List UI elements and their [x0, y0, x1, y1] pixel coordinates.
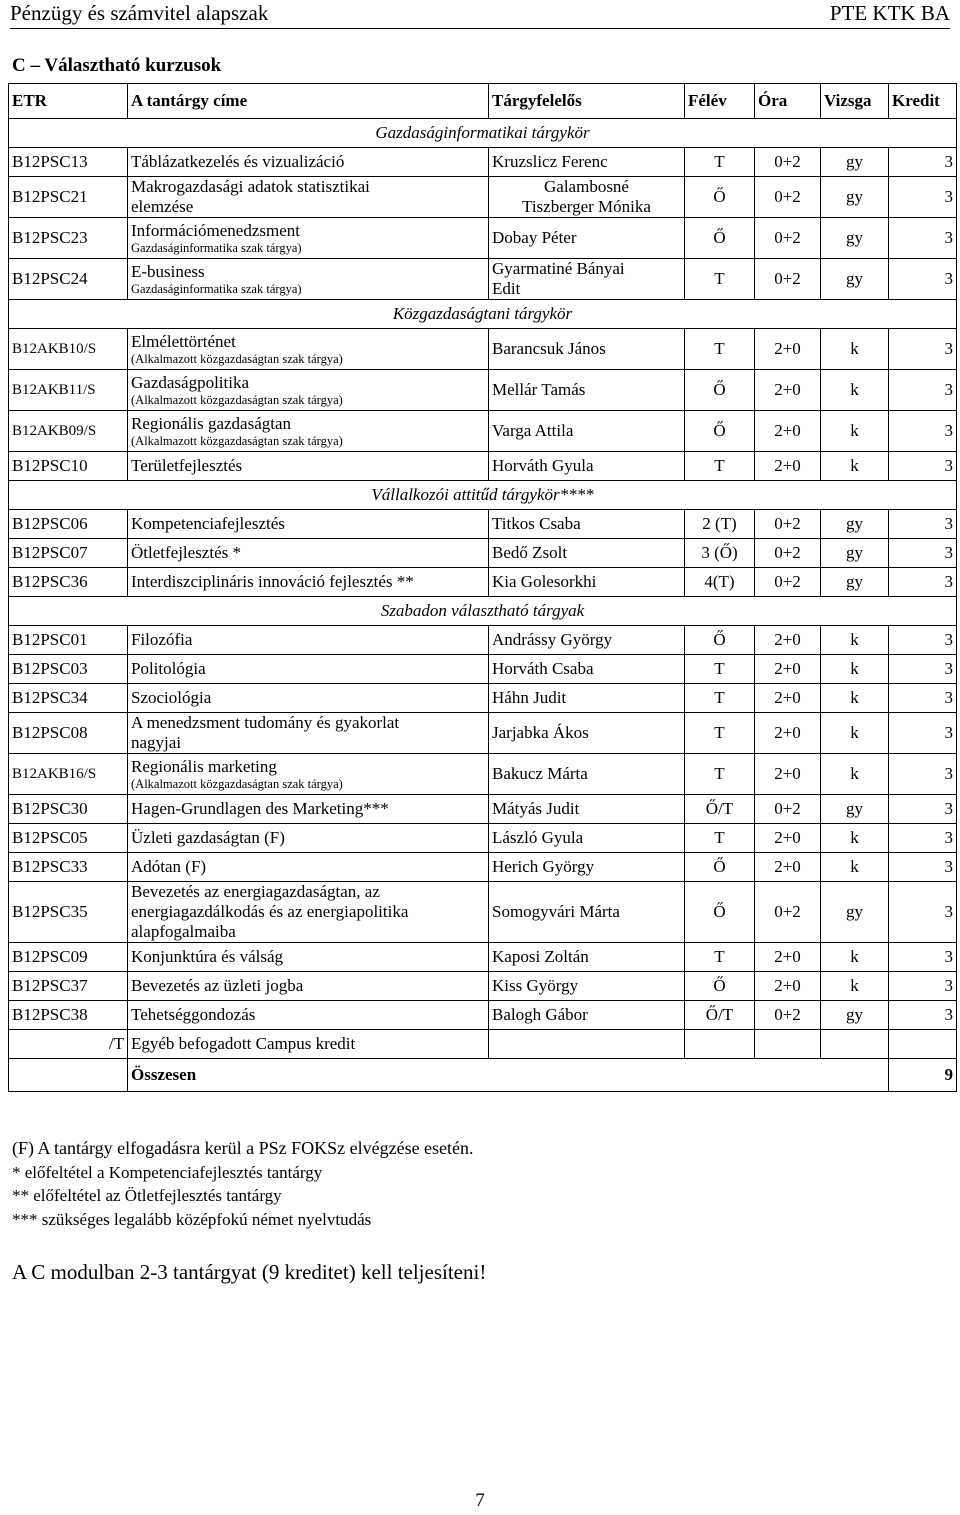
course-credit: 3: [889, 148, 957, 177]
course-credit: 3: [889, 370, 957, 411]
course-title-line: Üzleti gazdaságtan (F): [131, 828, 285, 847]
table-row: [9, 626, 957, 655]
course-title: [128, 684, 489, 713]
course-semester: 4(T): [685, 568, 755, 597]
course-title: [128, 1001, 489, 1030]
course-title: [128, 882, 489, 943]
course-responsible: [489, 370, 685, 411]
table-row: [9, 795, 957, 824]
course-title-line: elemzése: [131, 197, 194, 216]
course-semester: T: [685, 452, 755, 481]
course-semester: T: [685, 713, 755, 754]
course-hours: 2+0: [755, 853, 821, 882]
institution-name: PTE KTK BA: [829, 1, 950, 25]
section-title: C – Választható kurzusok: [12, 55, 222, 76]
header-hours: Óra: [755, 84, 821, 119]
course-note: Gazdaságinformatika szak tárgya): [131, 240, 302, 255]
course-exam: k: [821, 452, 889, 481]
course-semester: 3 (Ő): [685, 539, 755, 568]
table-header-row: [9, 84, 957, 119]
course-hours: 2+0: [755, 370, 821, 411]
table-row: [9, 452, 957, 481]
course-credit: 3: [889, 568, 957, 597]
course-hours: 2+0: [755, 329, 821, 370]
responsible-name: Barancsuk János: [492, 339, 606, 358]
course-title-line: Információmenedzsment: [131, 220, 300, 240]
course-credit: 3: [889, 218, 957, 259]
course-title: [128, 568, 489, 597]
course-code: B12AKB09/S: [9, 411, 128, 452]
course-title: [128, 411, 489, 452]
header-exam: Vizsga: [821, 84, 889, 119]
course-hours: 2+0: [755, 713, 821, 754]
course-credit: 3: [889, 853, 957, 882]
course-exam: gy: [821, 1001, 889, 1030]
course-title: [128, 713, 489, 754]
course-title: [128, 329, 489, 370]
course-exam: k: [821, 655, 889, 684]
page-header: [10, 0, 950, 29]
course-exam: [821, 1030, 889, 1059]
category-row: [9, 119, 957, 148]
course-hours: 2+0: [755, 972, 821, 1001]
course-semester: 2 (T): [685, 510, 755, 539]
course-code: B12PSC38: [9, 1001, 128, 1030]
course-exam: k: [821, 943, 889, 972]
responsible-name: Mátyás Judit: [492, 799, 580, 818]
course-semester: T: [685, 148, 755, 177]
course-exam: k: [821, 411, 889, 452]
course-responsible: [489, 795, 685, 824]
course-responsible: [489, 148, 685, 177]
table-row: [9, 943, 957, 972]
table-row: [9, 972, 957, 1001]
course-credit: 3: [889, 795, 957, 824]
course-credit: 3: [889, 754, 957, 795]
course-title-line: Elmélettörténet: [131, 331, 236, 351]
course-title-line: Hagen-Grundlagen des Marketing***: [131, 799, 389, 818]
course-semester: T: [685, 824, 755, 853]
course-code: B12PSC21: [9, 177, 128, 218]
course-exam: gy: [821, 148, 889, 177]
responsible-name: Herich György: [492, 857, 595, 876]
course-hours: 0+2: [755, 568, 821, 597]
table-row: [9, 824, 957, 853]
responsible-name: Galambosné: [544, 177, 629, 196]
category-label: Közgazdaságtani tárgykör: [9, 300, 957, 329]
responsible-name: Varga Attila: [492, 421, 574, 440]
course-code: B12PSC07: [9, 539, 128, 568]
table-row: [9, 329, 957, 370]
course-semester: T: [685, 943, 755, 972]
table-row: [9, 539, 957, 568]
course-title-line: Regionális gazdaságtan: [131, 413, 292, 433]
course-exam: k: [821, 684, 889, 713]
course-exam: gy: [821, 510, 889, 539]
course-hours: 0+2: [755, 148, 821, 177]
course-code: B12PSC06: [9, 510, 128, 539]
course-table: [8, 83, 957, 1092]
course-credit: 3: [889, 626, 957, 655]
course-title-line: Ötletfejlesztés *: [131, 543, 241, 562]
course-semester: Ő: [685, 626, 755, 655]
course-semester: Ő: [685, 177, 755, 218]
course-exam: k: [821, 370, 889, 411]
course-title: [128, 452, 489, 481]
course-note: (Alkalmazott közgazdaságtan szak tárgya): [131, 433, 343, 448]
table-row: [9, 510, 957, 539]
course-code: B12PSC01: [9, 626, 128, 655]
course-semester: Ő: [685, 370, 755, 411]
course-semester: Ő: [685, 411, 755, 452]
course-semester: T: [685, 329, 755, 370]
table-row: [9, 218, 957, 259]
course-code: B12PSC30: [9, 795, 128, 824]
course-responsible: [489, 754, 685, 795]
course-title: [128, 626, 489, 655]
course-code: B12PSC05: [9, 824, 128, 853]
course-credit: 3: [889, 655, 957, 684]
course-exam: gy: [821, 218, 889, 259]
course-responsible: [489, 452, 685, 481]
course-code: B12PSC13: [9, 148, 128, 177]
course-title: [128, 259, 489, 300]
category-label: Gazdaságinformatikai tárgykör: [9, 119, 957, 148]
course-hours: 0+2: [755, 259, 821, 300]
responsible-name: Kaposi Zoltán: [492, 947, 589, 966]
module-requirement: A C modulban 2-3 tantárgyat (9 kreditet) kell teljesíteni!: [12, 1260, 487, 1284]
course-title: [128, 943, 489, 972]
course-code: B12PSC33: [9, 853, 128, 882]
responsible-name: Kia Golesorkhi: [492, 572, 597, 591]
total-value: 9: [889, 1059, 957, 1092]
course-semester: Ő: [685, 882, 755, 943]
responsible-name: Háhn Judit: [492, 688, 567, 707]
course-responsible: [489, 626, 685, 655]
course-code: B12PSC09: [9, 943, 128, 972]
course-title-line: nagyjai: [131, 733, 182, 752]
table-row: [9, 655, 957, 684]
course-exam: k: [821, 824, 889, 853]
course-credit: 3: [889, 539, 957, 568]
course-credit: 3: [889, 1001, 957, 1030]
course-responsible: [489, 1030, 685, 1059]
course-exam: gy: [821, 795, 889, 824]
course-title-line: A menedzsment tudomány és gyakorlat: [131, 713, 400, 732]
course-hours: 2+0: [755, 655, 821, 684]
course-responsible: [489, 853, 685, 882]
course-responsible: [489, 259, 685, 300]
course-title-line: E-business: [131, 261, 205, 281]
course-responsible: [489, 329, 685, 370]
course-code: B12PSC23: [9, 218, 128, 259]
course-code: B12AKB16/S: [9, 754, 128, 795]
course-responsible: [489, 411, 685, 452]
footnotes: [12, 1137, 474, 1231]
total-row: [9, 1059, 957, 1092]
course-semester: T: [685, 754, 755, 795]
table-row: [9, 684, 957, 713]
course-responsible: [489, 713, 685, 754]
course-responsible: [489, 177, 685, 218]
course-credit: [889, 1030, 957, 1059]
course-responsible: [489, 1001, 685, 1030]
responsible-name: Titkos Csaba: [492, 514, 581, 533]
course-exam: k: [821, 626, 889, 655]
course-responsible: [489, 218, 685, 259]
course-responsible: [489, 882, 685, 943]
course-note: (Alkalmazott közgazdaságtan szak tárgya): [131, 392, 343, 407]
footnote: * előfeltétel a Kompetenciafejlesztés tantárgy: [12, 1162, 323, 1182]
course-exam: gy: [821, 177, 889, 218]
course-title-line: Regionális marketing: [131, 756, 277, 776]
header-credit: Kredit: [889, 84, 957, 119]
course-responsible: [489, 972, 685, 1001]
course-exam: gy: [821, 259, 889, 300]
course-credit: 3: [889, 943, 957, 972]
course-title: [128, 853, 489, 882]
table-row: [9, 148, 957, 177]
course-exam: k: [821, 329, 889, 370]
course-responsible: [489, 824, 685, 853]
course-title: [128, 655, 489, 684]
responsible-name: Kiss György: [492, 976, 579, 995]
course-title: [128, 972, 489, 1001]
course-title-line: Adótan (F): [131, 857, 207, 876]
course-semester: Ő: [685, 218, 755, 259]
category-label: Szabadon választható tárgyak: [9, 597, 957, 626]
responsible-name: Jarjabka Ákos: [492, 723, 589, 742]
course-credit: 3: [889, 259, 957, 300]
course-code: B12PSC10: [9, 452, 128, 481]
responsible-name: Tiszberger Mónika: [522, 197, 651, 216]
course-semester: T: [685, 655, 755, 684]
table-row: [9, 411, 957, 452]
course-title: [128, 824, 489, 853]
course-responsible: [489, 568, 685, 597]
course-title-line: energiagazdálkodás és az energiapolitika: [131, 902, 409, 921]
course-credit: 3: [889, 329, 957, 370]
table-row: [9, 568, 957, 597]
responsible-name: Horváth Csaba: [492, 659, 594, 678]
course-hours: 2+0: [755, 754, 821, 795]
course-title-line: Területfejlesztés: [131, 456, 243, 475]
table-row: [9, 754, 957, 795]
course-responsible: [489, 684, 685, 713]
responsible-name: Bedő Zsolt: [492, 543, 568, 562]
course-title: [128, 370, 489, 411]
course-credit: 3: [889, 972, 957, 1001]
course-credit: 3: [889, 452, 957, 481]
page-number: 7: [475, 1490, 485, 1511]
responsible-name: Gyarmatiné Bányai: [492, 259, 625, 278]
footnote: ** előfeltétel az Ötletfejlesztés tantárgy: [12, 1186, 282, 1205]
category-row: [9, 597, 957, 626]
table-row: [9, 853, 957, 882]
course-title-line: Interdiszciplináris innováció fejlesztés **: [131, 572, 414, 591]
table-row: [9, 1030, 957, 1059]
responsible-name: László Gyula: [492, 828, 584, 847]
course-exam: k: [821, 754, 889, 795]
course-code: B12PSC37: [9, 972, 128, 1001]
responsible-name: Dobay Péter: [492, 228, 577, 247]
course-title-line: Gazdaságpolitika: [131, 372, 250, 392]
course-title-line: Politológia: [131, 659, 206, 678]
table-row: [9, 1001, 957, 1030]
course-semester: Ő: [685, 853, 755, 882]
course-title-line: Táblázatkezelés és vizualizáció: [131, 152, 345, 171]
course-hours: 0+2: [755, 177, 821, 218]
footnote: *** szükséges legalább középfokú német nyelvtudás: [12, 1209, 372, 1229]
table-row: [9, 370, 957, 411]
course-hours: [755, 1030, 821, 1059]
course-credit: 3: [889, 684, 957, 713]
course-code: B12PSC34: [9, 684, 128, 713]
course-exam: gy: [821, 568, 889, 597]
course-exam: gy: [821, 539, 889, 568]
course-semester: T: [685, 684, 755, 713]
course-table-body: [9, 119, 957, 1092]
course-title: [128, 218, 489, 259]
course-code: B12PSC24: [9, 259, 128, 300]
category-row: [9, 481, 957, 510]
table-row: [9, 177, 957, 218]
table-row: [9, 882, 957, 943]
course-title-line: Makrogazdasági adatok statisztikai: [131, 177, 370, 196]
course-credit: 3: [889, 177, 957, 218]
course-exam: k: [821, 853, 889, 882]
course-exam: k: [821, 713, 889, 754]
table-row: [9, 259, 957, 300]
course-semester: [685, 1030, 755, 1059]
course-title-line: Bevezetés az üzleti jogba: [131, 976, 304, 995]
course-hours: 2+0: [755, 626, 821, 655]
course-hours: 0+2: [755, 218, 821, 259]
course-note: (Alkalmazott közgazdaságtan szak tárgya): [131, 776, 343, 791]
course-hours: 2+0: [755, 684, 821, 713]
course-title: [128, 148, 489, 177]
course-hours: 0+2: [755, 795, 821, 824]
course-title-line: Kompetenciafejlesztés: [131, 514, 285, 533]
course-title-line: Tehetséggondozás: [131, 1005, 256, 1024]
course-title-line: Szociológia: [131, 688, 212, 707]
course-semester: Ő/T: [685, 795, 755, 824]
course-hours: 0+2: [755, 510, 821, 539]
course-hours: 0+2: [755, 1001, 821, 1030]
course-hours: 0+2: [755, 882, 821, 943]
responsible-name: Andrássy György: [492, 630, 613, 649]
course-code: B12AKB10/S: [9, 329, 128, 370]
course-note: (Alkalmazott közgazdaságtan szak tárgya): [131, 351, 343, 366]
header-semester: Félév: [685, 84, 755, 119]
course-hours: 2+0: [755, 943, 821, 972]
course-credit: 3: [889, 510, 957, 539]
course-code: B12PSC03: [9, 655, 128, 684]
course-title: [128, 177, 489, 218]
header-responsible: Tárgyfelelős: [489, 84, 685, 119]
course-semester: T: [685, 259, 755, 300]
course-exam: k: [821, 972, 889, 1001]
course-hours: 2+0: [755, 452, 821, 481]
responsible-name: Horváth Gyula: [492, 456, 594, 475]
course-title: [128, 510, 489, 539]
course-code: B12PSC08: [9, 713, 128, 754]
responsible-name: Edit: [492, 279, 521, 298]
category-label: Vállalkozói attitűd tárgykör****: [9, 481, 957, 510]
responsible-name: Mellár Tamás: [492, 380, 586, 399]
course-code: /T: [9, 1030, 128, 1059]
table-row: [9, 713, 957, 754]
course-hours: 2+0: [755, 824, 821, 853]
course-code: B12PSC35: [9, 882, 128, 943]
course-semester: Ő: [685, 972, 755, 1001]
course-code: B12AKB11/S: [9, 370, 128, 411]
course-credit: 3: [889, 411, 957, 452]
course-responsible: [489, 655, 685, 684]
course-title: [128, 795, 489, 824]
header-title: A tantárgy címe: [128, 84, 489, 119]
category-row: [9, 300, 957, 329]
program-name: Pénzügy és számvitel alapszak: [10, 1, 269, 25]
course-responsible: [489, 539, 685, 568]
course-hours: 0+2: [755, 539, 821, 568]
responsible-name: Bakucz Márta: [492, 764, 588, 783]
course-credit: 3: [889, 713, 957, 754]
course-title: [128, 1030, 489, 1059]
course-title-line: Bevezetés az energiagazdaságtan, az: [131, 882, 380, 901]
course-code: B12PSC36: [9, 568, 128, 597]
header-etr: ETR: [9, 84, 128, 119]
course-credit: 3: [889, 824, 957, 853]
course-responsible: [489, 943, 685, 972]
course-title: [128, 539, 489, 568]
responsible-name: Somogyvári Márta: [492, 902, 620, 921]
footnote: (F) A tantárgy elfogadásra kerül a PSz FOKSz elvégzése esetén.: [12, 1138, 474, 1158]
course-hours: 2+0: [755, 411, 821, 452]
responsible-name: Kruzslicz Ferenc: [492, 152, 608, 171]
total-label: Összesen: [128, 1059, 889, 1092]
course-responsible: [489, 510, 685, 539]
responsible-name: Balogh Gábor: [492, 1005, 588, 1024]
course-title-line: alapfogalmaiba: [131, 922, 236, 941]
course-credit: 3: [889, 882, 957, 943]
course-note: Gazdaságinformatika szak tárgya): [131, 281, 302, 296]
course-title-line: Konjunktúra és válság: [131, 947, 284, 966]
course-title-line: Egyéb befogadott Campus kredit: [131, 1034, 356, 1053]
course-exam: gy: [821, 882, 889, 943]
course-semester: Ő/T: [685, 1001, 755, 1030]
course-title-line: Filozófia: [131, 630, 193, 649]
course-title: [128, 754, 489, 795]
